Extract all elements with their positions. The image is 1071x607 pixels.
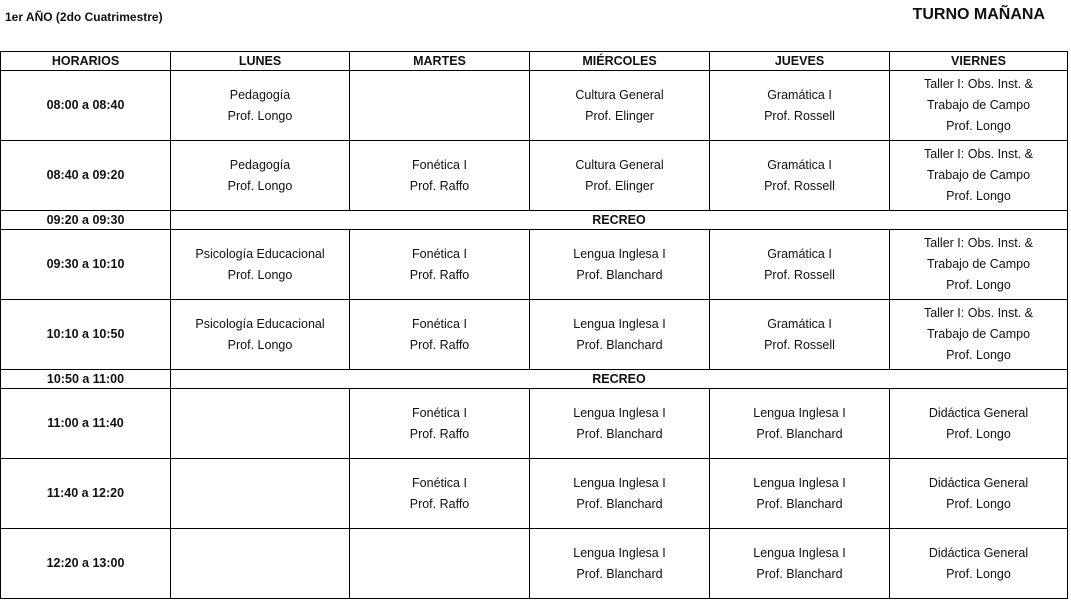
header-row	[1, 52, 1068, 71]
class-cell-miercoles	[530, 300, 710, 370]
subject-name: Trabajo de Campo	[926, 257, 1031, 271]
break-label: RECREO	[171, 370, 1068, 389]
subject-name: Fonética I	[412, 316, 467, 331]
class-cell-viernes	[890, 230, 1068, 300]
teacher-name: Prof. Raffo	[409, 178, 470, 193]
subject-name: Psicología Educacional	[195, 316, 325, 331]
teacher-name: Prof. Raffo	[409, 426, 470, 441]
col-header-martes: MARTES	[350, 52, 530, 71]
subject-name: Fonética I	[412, 246, 467, 261]
schedule-body	[1, 71, 1068, 599]
subject-name: Didáctica General	[928, 475, 1029, 490]
col-header-viernes: VIERNES	[890, 52, 1068, 71]
class-cell-viernes	[890, 71, 1068, 141]
teacher-name: Prof. Longo	[946, 189, 1011, 203]
table-row	[1, 230, 1068, 300]
class-cell-jueves	[710, 71, 890, 141]
teacher-name: Prof. Longo	[946, 348, 1011, 362]
class-cell-jueves	[710, 230, 890, 300]
schedule-table	[0, 51, 1068, 599]
class-cell-lunes	[171, 389, 350, 459]
teacher-name: Prof. Blanchard	[576, 566, 663, 581]
col-header-miercoles: MIÉRCOLES	[530, 52, 710, 71]
teacher-name: Prof. Elinger	[585, 108, 654, 123]
break-label: RECREO	[171, 211, 1068, 230]
class-cell-martes	[350, 529, 530, 599]
class-cell-martes	[350, 389, 530, 459]
table-row	[1, 71, 1068, 141]
teacher-name: Prof. Blanchard	[756, 566, 843, 581]
subject-name: Lengua Inglesa I	[573, 405, 666, 420]
subject-name: Lengua Inglesa I	[753, 545, 846, 560]
table-row	[1, 141, 1068, 211]
class-cell-miercoles	[530, 389, 710, 459]
teacher-name: Prof. Blanchard	[576, 337, 663, 352]
subject-name: Trabajo de Campo	[926, 98, 1031, 112]
teacher-name: Prof. Rossell	[764, 108, 835, 123]
time-slot: 11:00 a 11:40	[1, 389, 171, 459]
class-cell-miercoles	[530, 529, 710, 599]
class-cell-lunes	[171, 71, 350, 141]
class-cell-martes	[350, 300, 530, 370]
class-cell-viernes	[890, 529, 1068, 599]
table-row	[1, 300, 1068, 370]
class-cell-miercoles	[530, 141, 710, 211]
class-cell-jueves	[710, 300, 890, 370]
class-cell-viernes	[890, 300, 1068, 370]
subject-name: Taller I: Obs. Inst. &	[923, 77, 1034, 91]
subject-name: Taller I: Obs. Inst. &	[923, 306, 1034, 320]
class-cell-jueves	[710, 459, 890, 529]
teacher-name: Prof. Raffo	[409, 496, 470, 511]
col-header-jueves: JUEVES	[710, 52, 890, 71]
subject-name: Fonética I	[412, 475, 467, 490]
teacher-name: Prof. Longo	[946, 566, 1011, 581]
teacher-name: Prof. Longo	[227, 337, 293, 352]
subject-name: Taller I: Obs. Inst. &	[923, 236, 1034, 250]
subject-name: Pedagogía	[229, 87, 291, 102]
time-slot: 12:20 a 13:00	[1, 529, 171, 599]
col-header-lunes: LUNES	[171, 52, 350, 71]
subject-name: Lengua Inglesa I	[573, 316, 666, 331]
subject-name: Lengua Inglesa I	[573, 246, 666, 261]
class-cell-miercoles	[530, 459, 710, 529]
teacher-name: Prof. Longo	[946, 496, 1011, 511]
class-cell-viernes	[890, 459, 1068, 529]
class-cell-martes	[350, 71, 530, 141]
subject-name: Lengua Inglesa I	[573, 545, 666, 560]
teacher-name: Prof. Blanchard	[756, 496, 843, 511]
class-cell-martes	[350, 230, 530, 300]
subject-name: Trabajo de Campo	[926, 168, 1031, 182]
class-cell-jueves	[710, 389, 890, 459]
subject-name: Cultura General	[575, 157, 664, 172]
col-header-horarios: HORARIOS	[1, 52, 171, 71]
table-row	[1, 459, 1068, 529]
teacher-name: Prof. Longo	[227, 267, 293, 282]
subject-name: Cultura General	[575, 87, 664, 102]
subject-name: Didáctica General	[928, 545, 1029, 560]
teacher-name: Prof. Longo	[946, 278, 1011, 292]
class-cell-martes	[350, 459, 530, 529]
subject-name: Gramática I	[767, 157, 832, 172]
time-slot: 10:50 a 11:00	[1, 370, 171, 389]
subject-name: Gramática I	[767, 246, 832, 261]
time-slot: 11:40 a 12:20	[1, 459, 171, 529]
class-cell-miercoles	[530, 71, 710, 141]
class-cell-jueves	[710, 141, 890, 211]
class-cell-martes	[350, 141, 530, 211]
teacher-name: Prof. Longo	[946, 426, 1011, 441]
class-cell-lunes	[171, 230, 350, 300]
teacher-name: Prof. Longo	[946, 119, 1011, 133]
break-row	[1, 370, 1068, 389]
class-cell-lunes	[171, 141, 350, 211]
year-label: 1er AÑO (2do Cuatrimestre)	[5, 10, 163, 24]
subject-name: Lengua Inglesa I	[573, 475, 666, 490]
teacher-name: Prof. Raffo	[409, 337, 470, 352]
time-slot: 09:20 a 09:30	[1, 211, 171, 230]
teacher-name: Prof. Blanchard	[576, 426, 663, 441]
teacher-name: Prof. Rossell	[764, 178, 835, 193]
teacher-name: Prof. Blanchard	[576, 267, 663, 282]
subject-name: Taller I: Obs. Inst. &	[923, 147, 1034, 161]
subject-name: Fonética I	[412, 157, 467, 172]
class-cell-jueves	[710, 529, 890, 599]
teacher-name: Prof. Raffo	[409, 267, 470, 282]
time-slot: 08:00 a 08:40	[1, 71, 171, 141]
subject-name: Psicología Educacional	[195, 246, 325, 261]
shift-label: TURNO MAÑANA	[912, 6, 1045, 23]
time-slot: 09:30 a 10:10	[1, 230, 171, 300]
class-cell-viernes	[890, 141, 1068, 211]
break-row	[1, 211, 1068, 230]
class-cell-lunes	[171, 529, 350, 599]
subject-name: Gramática I	[767, 87, 832, 102]
subject-name: Pedagogía	[229, 157, 291, 172]
subject-name: Trabajo de Campo	[926, 327, 1031, 341]
teacher-name: Prof. Longo	[227, 108, 293, 123]
teacher-name: Prof. Rossell	[764, 267, 835, 282]
table-row	[1, 529, 1068, 599]
class-cell-lunes	[171, 459, 350, 529]
teacher-name: Prof. Blanchard	[756, 426, 843, 441]
subject-name: Gramática I	[767, 316, 832, 331]
subject-name: Fonética I	[412, 405, 467, 420]
class-cell-viernes	[890, 389, 1068, 459]
teacher-name: Prof. Rossell	[764, 337, 835, 352]
time-slot: 10:10 a 10:50	[1, 300, 171, 370]
teacher-name: Prof. Longo	[227, 178, 293, 193]
teacher-name: Prof. Elinger	[585, 178, 654, 193]
time-slot: 08:40 a 09:20	[1, 141, 171, 211]
table-row	[1, 389, 1068, 459]
subject-name: Lengua Inglesa I	[753, 405, 846, 420]
teacher-name: Prof. Blanchard	[576, 496, 663, 511]
subject-name: Didáctica General	[928, 405, 1029, 420]
subject-name: Lengua Inglesa I	[753, 475, 846, 490]
class-cell-miercoles	[530, 230, 710, 300]
class-cell-lunes	[171, 300, 350, 370]
